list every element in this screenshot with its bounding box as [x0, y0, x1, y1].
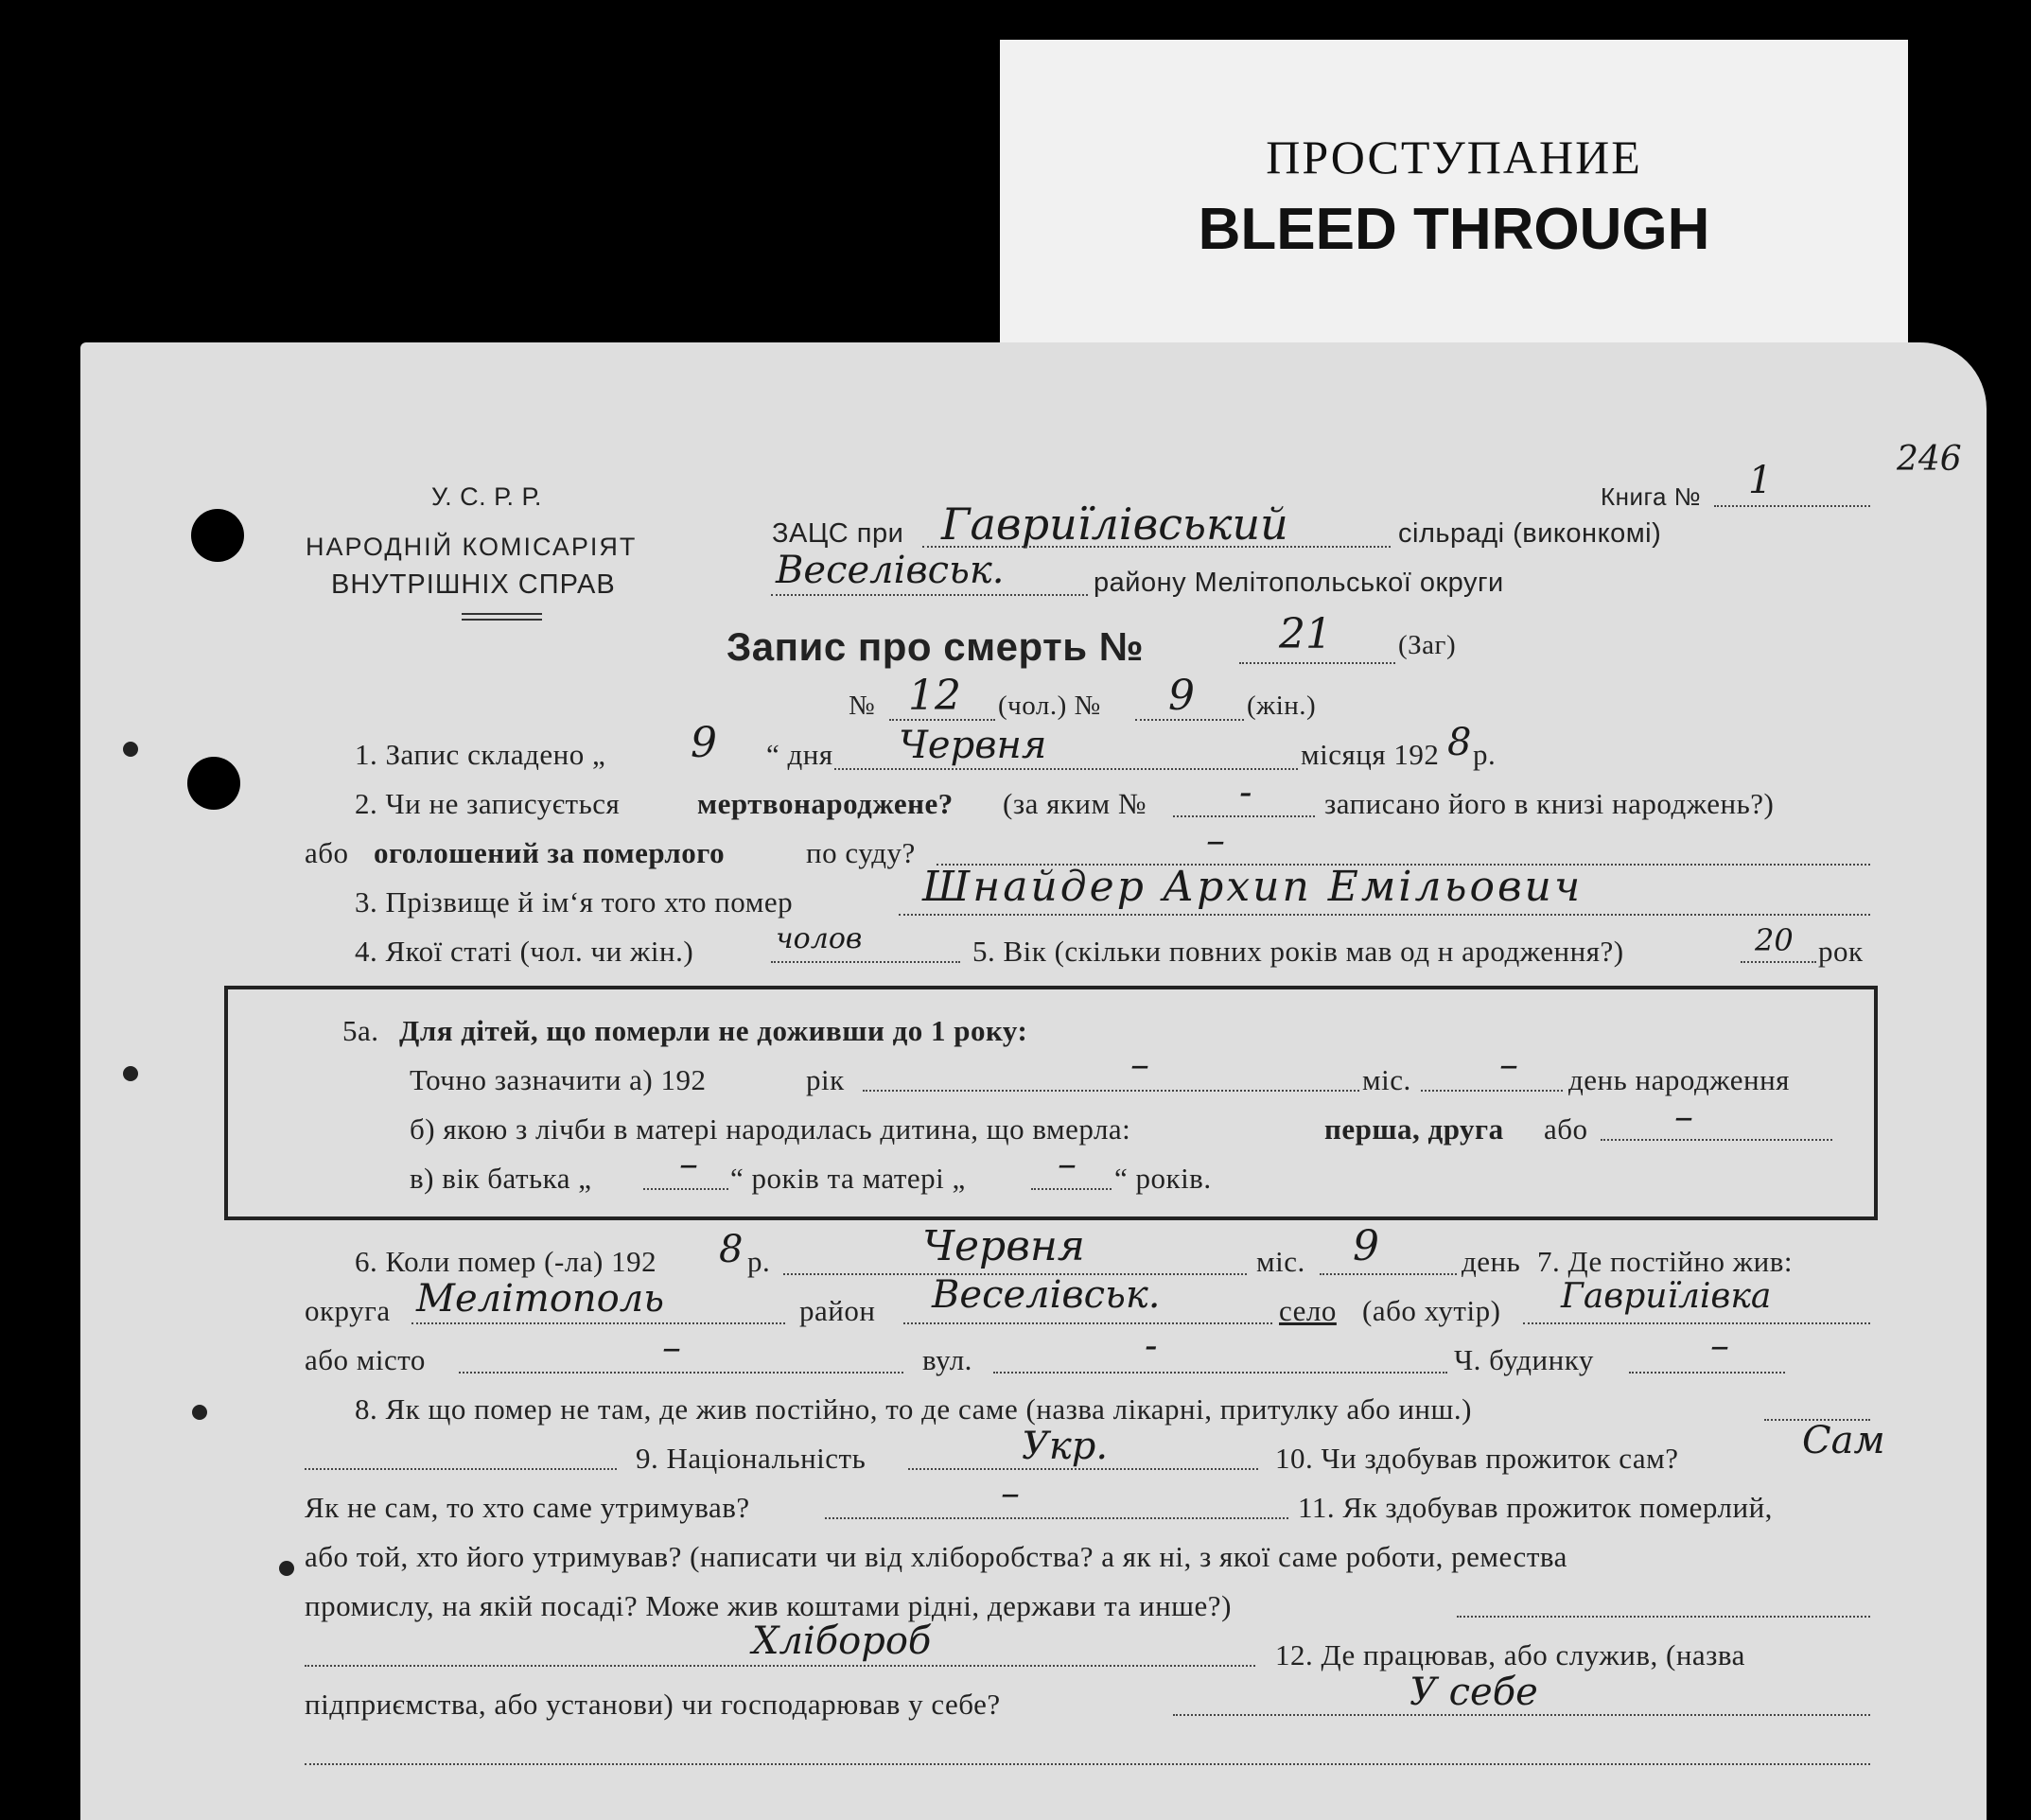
f12-line: [1173, 1714, 1870, 1716]
f9-value: Укр.: [1022, 1425, 1109, 1468]
f5-label: 5. Вік (скільки повних років мав од н ародження?): [972, 935, 1624, 968]
f7-label: 7. Де постійно жив:: [1537, 1245, 1794, 1278]
f6-month: Червня: [922, 1222, 1085, 1270]
zags-line: [922, 546, 1391, 548]
f5-value: 20: [1755, 922, 1794, 958]
male-number-suffix: (чол.) №: [998, 691, 1101, 721]
box5a-c-prefix: в) вік батька „: [410, 1162, 592, 1195]
district-line: [771, 594, 1088, 596]
f1-mid: “ дня: [766, 738, 833, 771]
male-number-label: №: [849, 691, 876, 721]
male-number-value: 12: [908, 672, 961, 720]
vul-label: вул.: [922, 1343, 972, 1376]
paper-speck: [192, 1405, 207, 1420]
box5a-a-year-label: рік: [806, 1063, 845, 1096]
book-value: 1: [1748, 459, 1773, 502]
f9-line: [908, 1468, 1258, 1470]
box5a-c-mother-line: [1031, 1188, 1112, 1190]
misto-value: –: [662, 1326, 681, 1370]
f6-day-line: [1320, 1273, 1457, 1275]
record-suffix: (Заг): [1398, 630, 1457, 660]
punch-hole: [191, 509, 244, 562]
bleed-through-tag: [1000, 40, 1908, 342]
record-number: 21: [1279, 610, 1332, 658]
box5a-b-bold: перша, друга: [1324, 1112, 1504, 1146]
box5a-c-suffix: “ років.: [1114, 1162, 1212, 1195]
f11-value-line: [305, 1665, 1255, 1667]
district-suffix: району Мелітопольської округи: [1094, 568, 1504, 598]
box5a-a-month-label: міс.: [1362, 1063, 1411, 1096]
vul-value: -: [1145, 1324, 1158, 1368]
f1-end: р.: [1473, 738, 1497, 771]
selo-line: [1523, 1322, 1870, 1324]
f3-value: Шнайдер Архип Емільович: [922, 863, 1584, 911]
f3-line: [899, 914, 1870, 916]
f6-year-suffix: р.: [747, 1245, 771, 1278]
f1-suffix: місяця 192: [1301, 738, 1440, 771]
f4-value: чолов: [776, 922, 863, 955]
f12-line-2: підприємства, або установи) чи господарював у себе?: [305, 1688, 1001, 1721]
budynok-label: Ч. будинку: [1454, 1343, 1594, 1376]
commissariat-line-1: НАРОДНІЙ КОМІСАРІЯТ: [306, 533, 638, 561]
f10b-label: Як не сам, то хто саме утримував?: [305, 1491, 750, 1524]
box5a-c-father: –: [679, 1143, 698, 1186]
record-number-line: [1239, 662, 1395, 664]
f6-year: 8: [719, 1228, 744, 1271]
box5a-b-value: –: [1674, 1095, 1693, 1139]
f8-line-2: [305, 1468, 617, 1470]
box5a-b-prefix: б) якою з лічби в матері народилась дитина, що вмерла:: [410, 1112, 1131, 1146]
f4-label: 4. Якої статі (чол. чи жін.): [355, 935, 694, 968]
f12-value: У себе: [1409, 1671, 1538, 1714]
box5a-a-month-line: [1421, 1090, 1563, 1092]
f6-month-label: міс.: [1256, 1245, 1305, 1278]
raion-value: Веселівськ.: [932, 1273, 1161, 1317]
f10-label: 10. Чи здобував прожиток сам?: [1275, 1442, 1679, 1475]
f2b-suffix: по суду?: [806, 836, 916, 869]
f1-year: 8: [1447, 721, 1472, 764]
tag-russian-text: ПРОСТУПАНИЕ: [1266, 131, 1642, 184]
misto-label: або місто: [305, 1343, 426, 1376]
f12-line-2-dots: [305, 1763, 1870, 1765]
punch-hole: [187, 757, 240, 810]
box5a-a-year-line: [863, 1090, 1359, 1092]
zags-suffix: сільраді (виконкомі): [1398, 518, 1662, 549]
f8-label: 8. Як що помер не там, де жив постійно, то де саме (назва лікарні, притулку або инш.): [355, 1392, 1472, 1426]
district-value: Веселівськ.: [776, 549, 1005, 592]
okruha-line: [411, 1322, 785, 1324]
f1-month-line: [834, 768, 1298, 770]
selo-value: Гавриїлівка: [1561, 1277, 1772, 1316]
box5a-title: Для дітей, що померли не доживши до 1 року:: [399, 1014, 1028, 1047]
female-number-value: 9: [1168, 672, 1195, 720]
box5a-c-mid: “ років та матері „: [730, 1162, 966, 1195]
box5a-b-line: [1601, 1139, 1832, 1141]
f2b-bold: оголошений за померлого: [374, 836, 726, 869]
f11-label: 11. Як здобував прожиток померлий,: [1298, 1491, 1773, 1524]
tag-english-text: BLEED THROUGH: [1198, 197, 1710, 262]
box5a-c-father-line: [643, 1188, 728, 1190]
f10b-line: [825, 1517, 1288, 1519]
okruha-value: Мелітополь: [416, 1277, 664, 1321]
box5a-a-suffix: день народження: [1568, 1063, 1790, 1096]
f2b-prefix: або: [305, 836, 349, 869]
budynok-line: [1629, 1372, 1785, 1374]
f3-label: 3. Прізвище й ім‘я того хто помер: [355, 885, 794, 919]
f6-day: 9: [1353, 1222, 1379, 1270]
ussr-header: У. С. Р. Р.: [431, 482, 542, 511]
f6-day-label: день: [1462, 1245, 1521, 1278]
f2-suffix: записано його в книзі народжень?): [1324, 787, 1775, 820]
commissariat-line-2: ВНУТРІШНІХ СПРАВ: [331, 569, 616, 600]
f1-prefix: 1. Запис складено „: [355, 738, 606, 771]
f12-label: 12. Де працював, або служив, (назва: [1275, 1638, 1745, 1671]
selo-mid: (або хутір): [1362, 1294, 1501, 1327]
f2-mid: (за яким №: [1003, 787, 1147, 820]
book-line: [1714, 505, 1870, 507]
box5a-a-prefix: Точно зазначити а) 192: [410, 1063, 707, 1096]
f5-suffix: рок: [1818, 935, 1864, 968]
f1-day: 9: [691, 719, 717, 767]
box5a-a-year-value: –: [1130, 1043, 1149, 1087]
box5a-b-suffix: або: [1544, 1112, 1588, 1146]
male-number-line: [889, 719, 995, 721]
female-number-suffix: (жін.): [1247, 691, 1317, 721]
paper-speck: [123, 1066, 138, 1081]
raion-line: [903, 1322, 1272, 1324]
f11-line-3: промислу, на якій посаді? Може жив коштами рідні, держави та инше?): [305, 1589, 1232, 1622]
vul-line: [993, 1372, 1447, 1374]
book-label: Книга №: [1601, 482, 1702, 511]
f5-line: [1741, 961, 1816, 963]
raion-label: район: [799, 1294, 876, 1327]
header-rule: [462, 619, 542, 621]
paper-speck: [123, 742, 138, 757]
budynok-value: –: [1710, 1324, 1729, 1368]
f11-line-2: або той, хто його утримував? (написати чи від хліборобства? а як ні, з якої саме роботи, ремества: [305, 1540, 1567, 1573]
f9-label: 9. Національність: [636, 1442, 867, 1475]
zags-prefix: ЗАЦС при: [772, 518, 904, 549]
f6-prefix: 6. Коли помер (-ла) 192: [355, 1245, 657, 1278]
box5a-c-mother: –: [1058, 1143, 1077, 1186]
okruha-label: округа: [305, 1294, 391, 1327]
f11-line: [1457, 1616, 1870, 1618]
f2-value: -: [1239, 771, 1252, 814]
record-title: Запис про смерть №: [727, 624, 1144, 669]
f10b-value: –: [1001, 1472, 1020, 1515]
paper-speck: [279, 1561, 294, 1576]
misto-line: [459, 1372, 903, 1374]
f2-prefix: 2. Чи не записується: [355, 787, 621, 820]
f4-line: [771, 961, 960, 963]
box5a-num: 5а.: [342, 1014, 379, 1047]
f2b-value: –: [1206, 819, 1225, 863]
box5a-a-month-value: –: [1499, 1043, 1518, 1087]
selo-label: село: [1279, 1294, 1337, 1327]
f1-month: Червня: [899, 724, 1047, 767]
f11-value: Хлібороб: [752, 1619, 932, 1663]
f2-line: [1173, 815, 1315, 817]
female-number-line: [1135, 719, 1244, 721]
f10-value: Сам: [1802, 1419, 1885, 1462]
zags-value: Гавриїлівський: [941, 499, 1288, 550]
header-rule: [462, 613, 542, 615]
f2-bold: мертвонароджене?: [697, 787, 954, 820]
page-number: 246: [1897, 440, 1962, 479]
